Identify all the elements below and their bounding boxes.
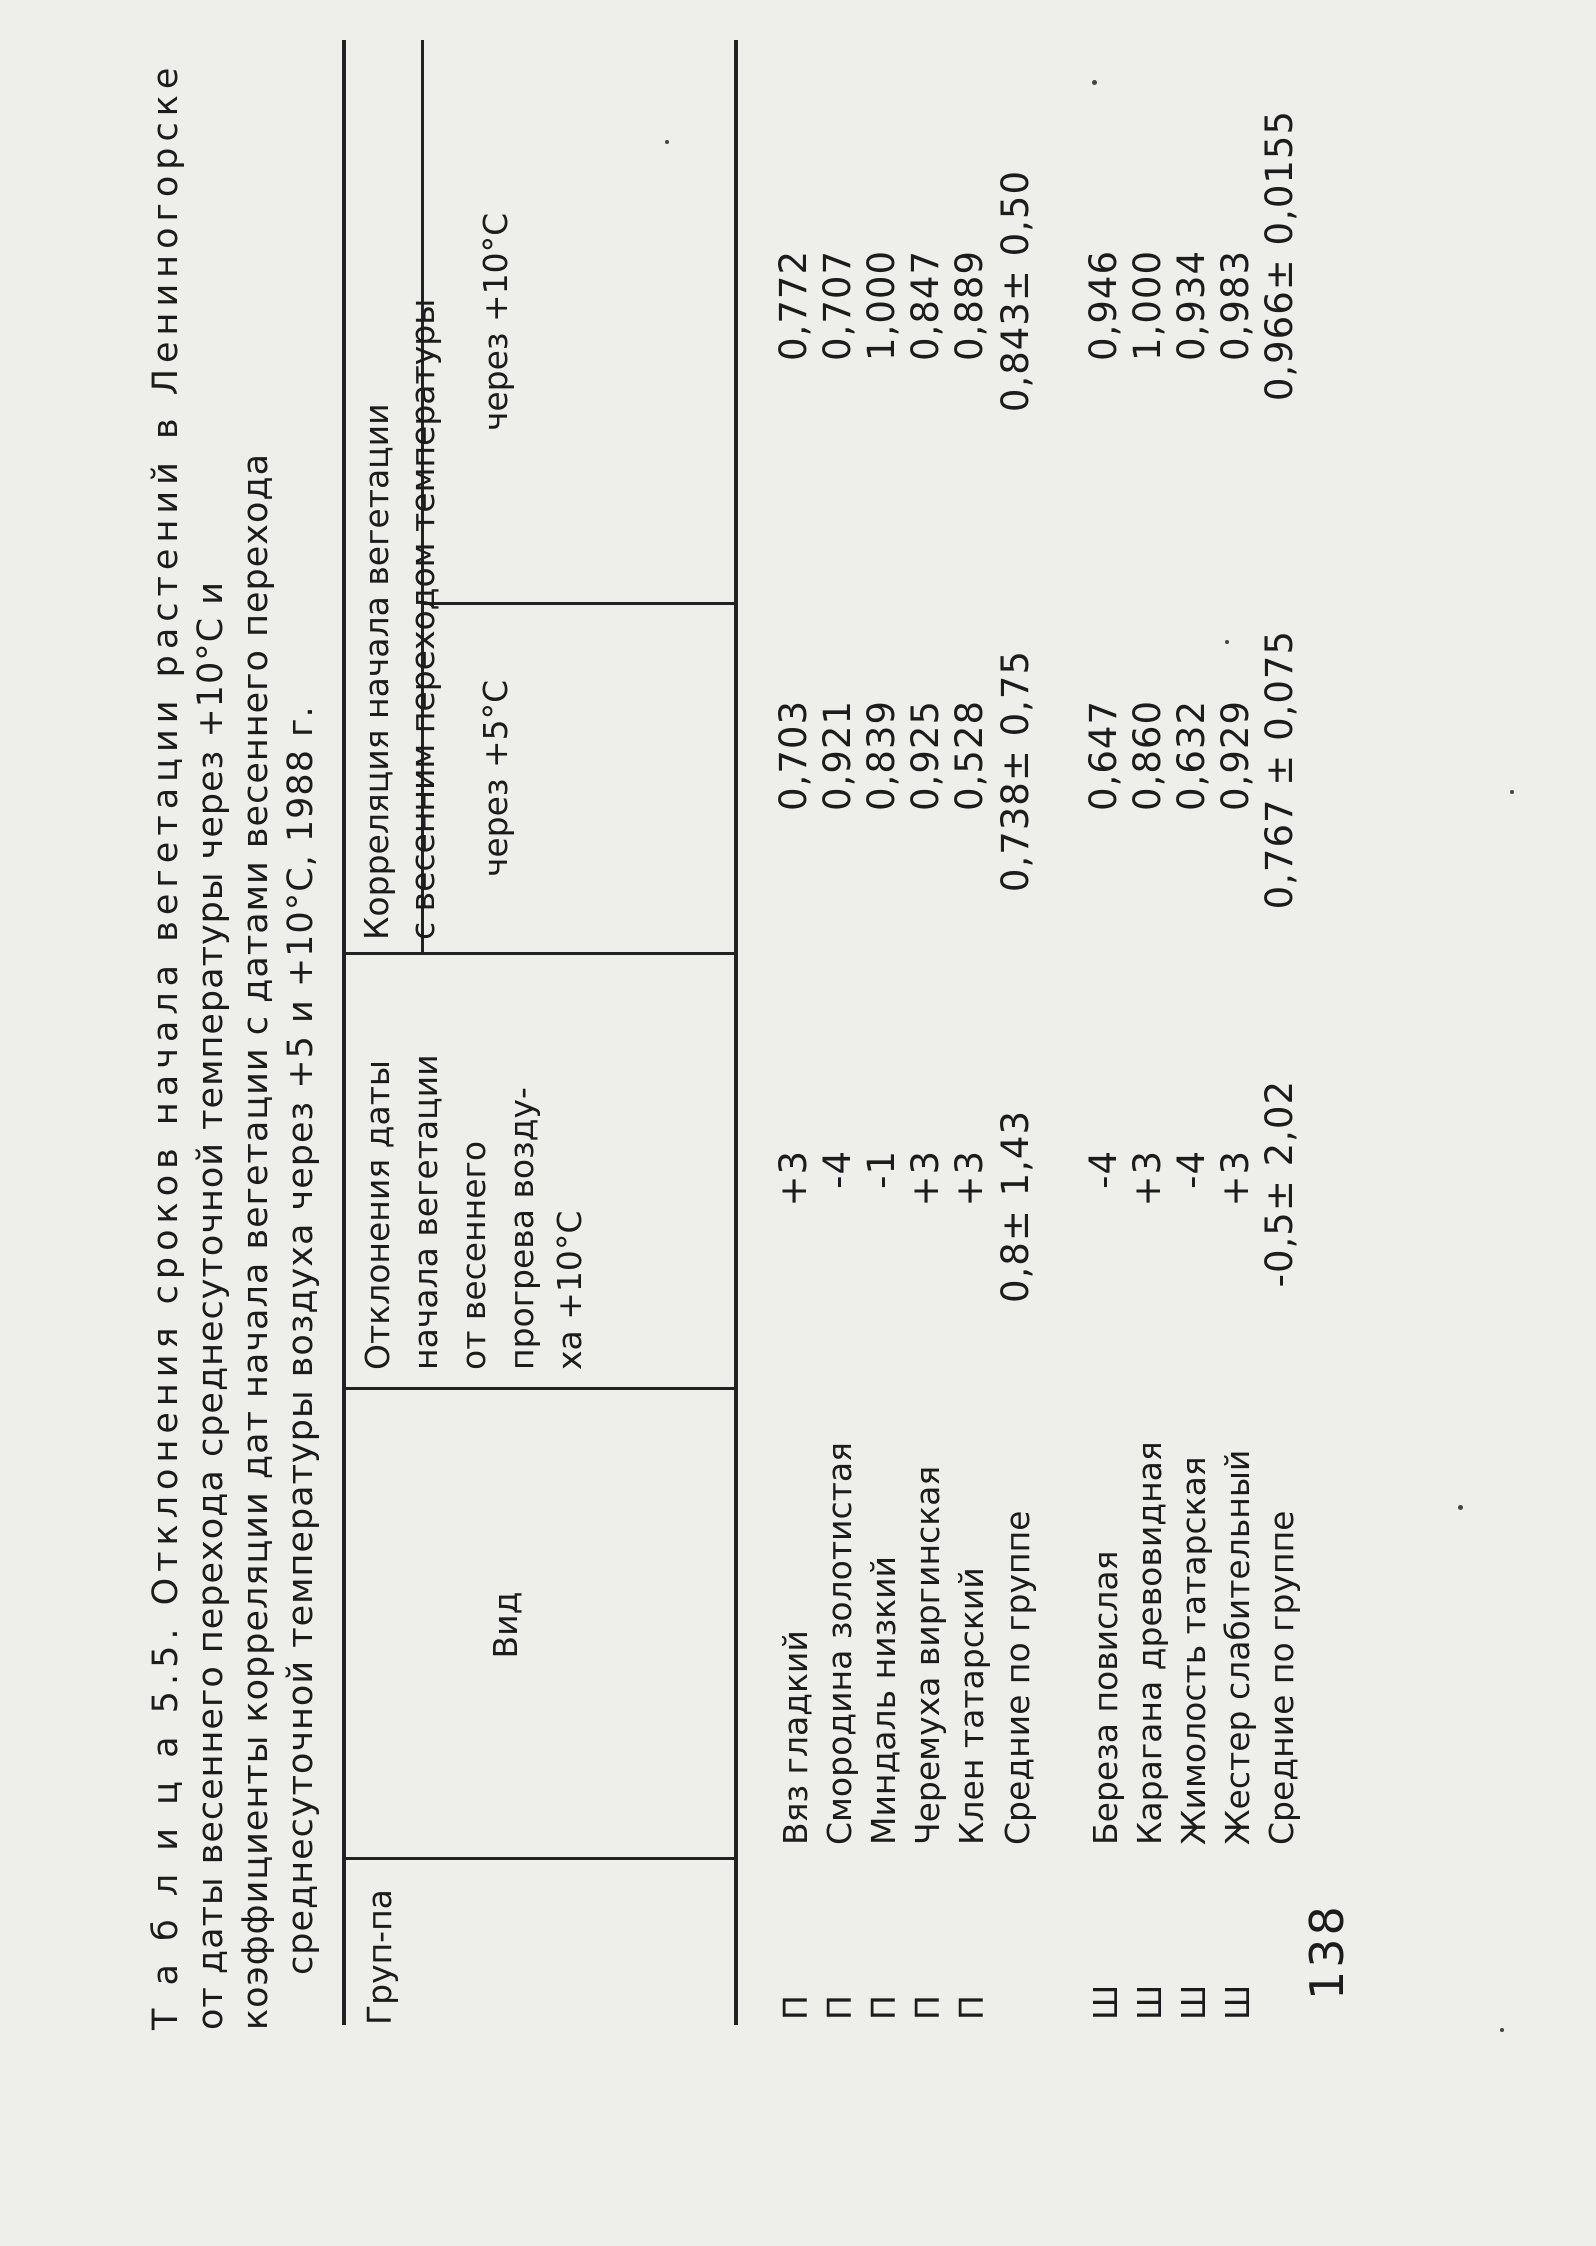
cell-plus10: 0,889 — [948, 250, 991, 361]
cell-species: Миндаль низкий — [864, 1556, 903, 1845]
cell-plus10: 0,772 — [772, 250, 815, 361]
col-divider-group — [342, 1857, 737, 1860]
cell-deviation: +3 — [904, 1150, 947, 1207]
cell-deviation: -1 — [860, 1150, 903, 1189]
header-plus5 — [474, 605, 518, 952]
cell-plus10: 0,946 — [1082, 250, 1125, 361]
cell-group: Ш — [1174, 1984, 1213, 2020]
cell-plus10: 0,843± 0,50 — [994, 170, 1037, 413]
cell-deviation: +3 — [948, 1150, 991, 1207]
header-deviation-line: начала вегетации — [406, 1054, 445, 1370]
cell-species: Жестер слабительный — [1218, 1449, 1257, 1845]
cell-species: Средние по группе — [1262, 1510, 1301, 1845]
cell-plus10: 1,000 — [1126, 250, 1169, 361]
header-correlation-line: с весенним переходом температуры — [403, 298, 442, 940]
header-correlation-line: Корреляция начала вегетации — [357, 403, 396, 940]
cell-plus5: 0,703 — [772, 700, 815, 811]
cell-plus5: 0,929 — [1214, 700, 1257, 811]
cell-plus10: 1,000 — [860, 250, 903, 361]
cell-species: Вяз гладкий — [776, 1630, 815, 1845]
col-divider-correlation — [422, 602, 737, 605]
cell-group: П — [776, 1995, 815, 2020]
cell-plus10: 0,847 — [904, 250, 947, 361]
table-top-rule — [342, 40, 346, 2025]
cell-plus5: 0,632 — [1170, 700, 1213, 811]
header-group-text: Груп-па — [360, 1889, 399, 2025]
cell-species: Средние по группе — [998, 1510, 1037, 1845]
cell-deviation: -4 — [1170, 1150, 1213, 1189]
cell-species: Клен татарский — [952, 1567, 991, 1845]
header-species-text: Вид — [486, 1591, 525, 1659]
cell-deviation: +3 — [772, 1150, 815, 1207]
header-species — [484, 1390, 528, 1860]
cell-deviation: +3 — [1214, 1150, 1257, 1207]
header-bottom-rule — [734, 40, 738, 2025]
cell-group: Ш — [1218, 1984, 1257, 2020]
cell-plus10: 0,934 — [1170, 250, 1213, 361]
cell-deviation: -0,5± 2,02 — [1258, 1080, 1301, 1288]
header-deviation-line: ха +10°С — [550, 1210, 589, 1370]
cell-deviation: -4 — [816, 1150, 859, 1189]
caption-line: от даты весеннего перехода среднесуточной температуры через +10°С и — [191, 580, 231, 2030]
header-group — [359, 1865, 401, 2025]
cell-group: П — [820, 1995, 859, 2020]
cell-group: Ш — [1086, 1984, 1125, 2020]
header-deviation-line: Отклонения даты — [358, 1060, 397, 1370]
col-divider-deviation — [342, 952, 737, 955]
cell-plus5: 0,767 ± 0,075 — [1258, 630, 1301, 910]
cell-deviation: -4 — [1082, 1150, 1125, 1189]
cell-plus10: 0,966± 0,0155 — [1258, 110, 1301, 402]
page-number: 138 — [1300, 1903, 1354, 2000]
header-deviation-line: прогрева возду- — [502, 1087, 541, 1370]
cell-plus10: 0,707 — [816, 250, 859, 361]
cell-species: Береза повислая — [1086, 1550, 1125, 1845]
cell-species: Жимолость татарская — [1174, 1456, 1213, 1845]
cell-plus5: 0,925 — [904, 700, 947, 811]
cell-plus5: 0,860 — [1126, 700, 1169, 811]
header-plus10 — [474, 42, 518, 602]
caption-line: коэффициенты корреляции дат начала вегетации с датами весеннего перехода — [236, 452, 276, 2030]
cell-plus5: 0,528 — [948, 700, 991, 811]
cell-deviation: +3 — [1126, 1150, 1169, 1207]
caption-line: Т а б л и ц а 5.5. Отклонения сроков начала вегетации растений в Лениногорске — [146, 61, 186, 2030]
header-plus5-text: через +5°С — [476, 679, 515, 878]
table-caption — [144, 30, 324, 2030]
rotated-table-page — [84, 20, 1524, 2150]
cell-group: П — [908, 1995, 947, 2020]
caption-line: среднесуточной температуры воздуха через +5 и +10°С, 1988 г. — [281, 705, 321, 1975]
cell-species: Карагана древовидная — [1130, 1441, 1169, 1845]
cell-species: Смородина золотистая — [820, 1442, 859, 1845]
cell-species: Черемуха виргинская — [908, 1465, 947, 1845]
cell-group: П — [864, 1995, 903, 2020]
header-correlation — [354, 40, 446, 940]
cell-deviation: 0,8± 1,43 — [994, 1110, 1037, 1303]
header-plus10-text: через +10°С — [476, 212, 515, 432]
col-divider-species — [342, 1387, 737, 1390]
cell-group: П — [952, 1995, 991, 2020]
cell-plus10: 0,983 — [1214, 250, 1257, 361]
cell-plus5: 0,738± 0,75 — [994, 650, 1037, 893]
header-deviation-line: от весеннего — [454, 1140, 493, 1370]
header-deviation — [354, 960, 594, 1370]
cell-plus5: 0,647 — [1082, 700, 1125, 811]
cell-group: Ш — [1130, 1984, 1169, 2020]
cell-plus5: 0,839 — [860, 700, 903, 811]
cell-plus5: 0,921 — [816, 700, 859, 811]
